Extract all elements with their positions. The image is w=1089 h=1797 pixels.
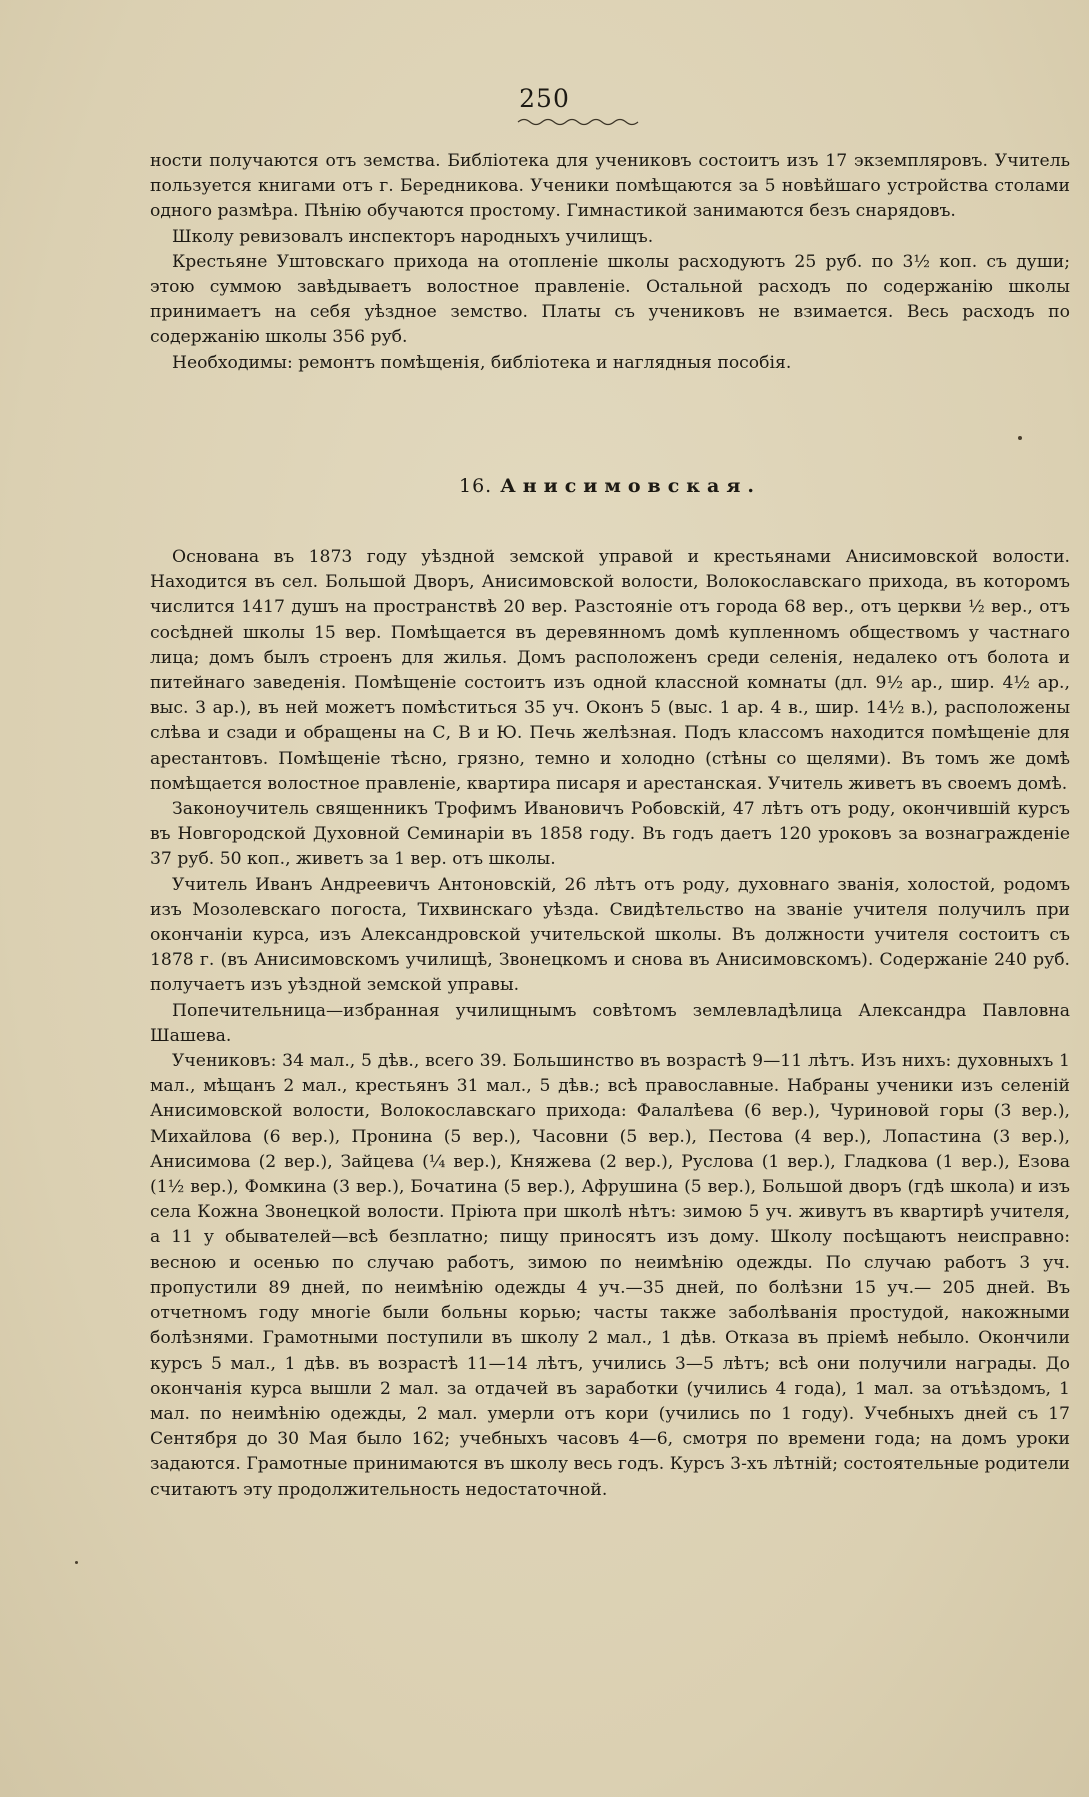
paragraph: Необходимы: ремонтъ помѣщенія, библіотека и наглядныя пособія. (172, 352, 792, 373)
paragraph: Попечительница—избранная училищнымъ совѣтомъ землевладѣлица Александра Павловна Шашева. (150, 1000, 1070, 1046)
section-body (150, 545, 1070, 1503)
paragraph: Крестьяне Уштовскаго прихода на отопленіе школы расходуютъ 25 руб. по 3½ коп. съ души; этою суммою завѣдываетъ волостное правленіе. Остальной расходъ по содержанію школы принимаетъ на себя уѣздное земство. Платы съ учениковъ не взимается. Весь расходъ по содержанію школы 356 руб. (150, 251, 1070, 348)
paragraph: Учениковъ: 34 мал., 5 дѣв., всего 39. Большинство въ возрастѣ 9—11 лѣтъ. Изъ нихъ: духовныхъ 1 мал., мѣщанъ 2 мал., крестьянъ 31 мал., 5 дѣв.; всѣ православные. Набраны ученики изъ селеній Анисимовской волости, Волокославскаго прихода: Фалалѣева (6 вер.), Чуриновой горы (3 вер.), Михайлова (6 вер.), Пронина (5 вер.), Часовни (5 вер.), Пестова (4 вер.), Лопастина (3 вер.), Анисимова (2 вер.), Зайцева (¼ вер.), Княжева (2 вер.), Руслова (1 вер.), Гладкова (1 вер.), Езова (1½ вер.), Фомкина (3 вер.), Бочатина (5 вер.), Афрушина (5 вер.), Большой дворъ (гдѣ школа) и изъ села Кожна Звонецкой волости. Пріюта при школѣ нѣтъ: зимою 5 уч. живутъ въ квартирѣ учителя, а 11 у обывателей—всѣ безплатно; пищу приносятъ изъ дому. Школу посѣщаютъ неисправно: весною и осенью по случаю работъ, зимою по неимѣнію одежды. По случаю работъ 3 уч. пропустили 89 дней, по неимѣнію одежды 4 уч.—35 дней, по болѣзни 15 уч.— 205 дней. Въ отчетномъ году многіе были больны корью; часты также заболѣванія простудой, накожными болѣзнями. Грамотными поступили въ школу 2 мал., 1 дѣв. Отказа въ пріемѣ небыло. Окончили курсъ 5 мал., 1 дѣв. въ возрастѣ 11—14 лѣтъ, учились 3—5 лѣтъ; всѣ они получили награды. До окончанія курса вышли 2 мал. за отдачей въ заработки (учились 4 года), 1 мал. за отъѣздомъ, 1 мал. по неимѣнію одежды, 2 мал. умерли отъ кори (учились по 1 году). Учебныхъ дней съ 17 Сентября до 30 Мая было 162; учебныхъ часовъ 4—6, смотря по времени года; на домъ уроки задаются. Грамотные принимаются въ школу весь годъ. Курсъ 3-хъ лѣтній; состоятельные родители считаютъ эту продолжительность недостаточной. (150, 1051, 1070, 1500)
paragraph: Основана въ 1873 году уѣздной земской управой и крестьянами Анисимовской волости. Находится въ сел. Большой Дворъ, Анисимовской волости, Волокославскаго прихода, въ которомъ числится 1417 душъ на пространствѣ 20 вер. Разстояніе отъ города 68 вер., отъ церкви ½ вер., отъ сосѣдней школы 15 вер. Помѣщается въ деревянномъ домѣ купленномъ обществомъ у частнаго лица; домъ былъ строенъ для жилья. Домъ расположенъ среди селенія, недалеко отъ болота и питейнаго заведенія. Помѣщеніе состоитъ изъ одной классной комнаты (дл. 9½ ар., шир. 4½ ар., выс. 3 ар.), въ ней можетъ помѣститься 35 уч. Оконъ 5 (выс. 1 ар. 4 в., шир. 14½ в.), расположены слѣва и сзади и обращены на С, В и Ю. Печь желѣзная. Подъ классомъ находится помѣщеніе для арестантовъ. Помѣщеніе тѣсно, грязно, темно и холодно (стѣны со щелями). Въ томъ же домѣ помѣщается волостное правленіе, квартира писаря и арестанская. Учитель живетъ въ своемъ домѣ. (150, 547, 1070, 794)
ornament-divider (516, 116, 641, 128)
ink-speck (75, 1561, 78, 1564)
section-number: 16. (459, 475, 493, 497)
ink-speck (1018, 436, 1022, 440)
page-number: 250 (519, 84, 570, 113)
paragraph: ности получаются отъ земства. Библіотека для учениковъ состоитъ изъ 17 экземпляровъ. Учитель пользуется книгами отъ г. Бередникова. Ученики помѣщаются за 5 новѣйшаго устройства столами одного размѣра. Пѣнію обучаются простому. Гимнастикой занимаются безъ снарядовъ. (150, 151, 1070, 222)
paragraph: Школу ревизовалъ инспекторъ народныхъ училищъ. (172, 226, 654, 247)
section-heading (150, 475, 1070, 497)
section-title: Анисимовская. (500, 475, 761, 497)
paragraph: Законоучитель священникъ Трофимъ Ивановичъ Робовскій, 47 лѣтъ отъ роду, окончившій курсъ въ Новгородской Духовной Семинаріи въ 1858 году. Въ годъ даетъ 120 уроковъ за вознагражденіе 37 руб. 50 коп., живетъ за 1 вер. отъ школы. (150, 799, 1070, 870)
section-continuation (150, 149, 1070, 376)
paragraph: Учитель Иванъ Андреевичъ Антоновскій, 26 лѣтъ отъ роду, духовнаго званія, холостой, родомъ изъ Мозолевскаго погоста, Тихвинскаго уѣзда. Свидѣтельство на званіе учителя получилъ при окончаніи курса, изъ Александровской учительской школы. Въ должности учителя состоитъ съ 1878 г. (въ Анисимовскомъ училищѣ, Звонецкомъ и снова въ Анисимовскомъ). Содержаніе 240 руб. получаетъ изъ уѣздной земской управы. (150, 874, 1070, 996)
